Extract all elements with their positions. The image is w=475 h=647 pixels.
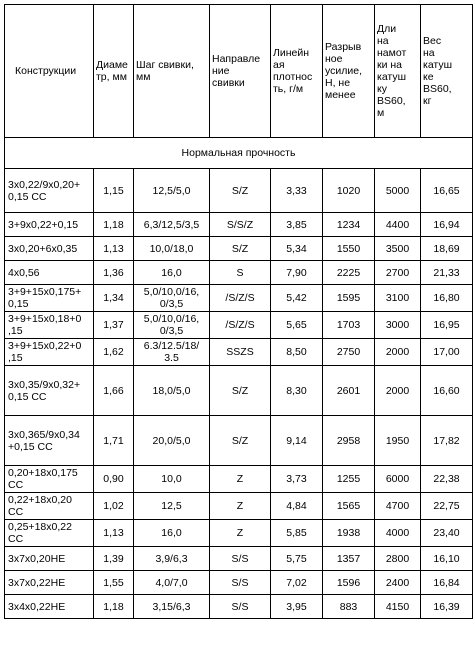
cell-winding-length: 4000 <box>375 520 421 547</box>
table-row <box>5 237 473 261</box>
cell-diameter: 1,55 <box>94 571 134 595</box>
cell-linear-density: 5,75 <box>271 547 323 571</box>
cell-diameter: 1,18 <box>94 595 134 619</box>
header-row <box>5 5 473 138</box>
cell-winding-length: 2000 <box>375 366 421 416</box>
cell-diameter: 1,62 <box>94 339 134 366</box>
cell-weight: 21,33 <box>421 261 473 285</box>
cell-diameter: 1,66 <box>94 366 134 416</box>
cell-diameter: 1,71 <box>94 416 134 466</box>
cell-lay-direction: S/Z <box>210 416 271 466</box>
cell-weight: 18,69 <box>421 237 473 261</box>
cell-construction: 3+9х0,22+0,15 <box>5 213 94 237</box>
cell-weight: 16,95 <box>421 312 473 339</box>
cell-lay-length: 18,0/5,0 <box>134 366 210 416</box>
cell-diameter: 1,36 <box>94 261 134 285</box>
cell-lay-length: 10,0 <box>134 466 210 493</box>
table-row <box>5 169 473 213</box>
cell-lay-direction: S/Z <box>210 169 271 213</box>
cell-construction: 3х0,20+6х0,35 <box>5 237 94 261</box>
cell-breaking-force: 2958 <box>323 416 375 466</box>
cell-breaking-force: 1020 <box>323 169 375 213</box>
cell-lay-length: 3,9/6,3 <box>134 547 210 571</box>
cell-winding-length: 6000 <box>375 466 421 493</box>
cell-diameter: 1,15 <box>94 169 134 213</box>
cell-breaking-force: 2225 <box>323 261 375 285</box>
cell-winding-length: 1950 <box>375 416 421 466</box>
cell-weight: 16,10 <box>421 547 473 571</box>
specification-table-container <box>4 4 473 619</box>
header-col-construction: Конструкции <box>5 5 94 138</box>
cell-construction: 0,25+18х0,22 СС <box>5 520 94 547</box>
cell-lay-direction: Z <box>210 493 271 520</box>
cell-lay-length: 12,5/5,0 <box>134 169 210 213</box>
table-row <box>5 520 473 547</box>
cell-lay-length: 16,0 <box>134 261 210 285</box>
cell-diameter: 1,02 <box>94 493 134 520</box>
cell-diameter: 1,13 <box>94 520 134 547</box>
cell-lay-length: 6.3/12.5/18/ 3.5 <box>134 339 210 366</box>
cell-linear-density: 5,85 <box>271 520 323 547</box>
cell-construction: 3х7х0,20НЕ <box>5 547 94 571</box>
cell-weight: 16,94 <box>421 213 473 237</box>
cell-winding-length: 3100 <box>375 285 421 312</box>
cell-breaking-force: 2750 <box>323 339 375 366</box>
cell-winding-length: 2400 <box>375 571 421 595</box>
table-row <box>5 493 473 520</box>
cell-construction: 3х0,35/9х0,32+ 0,15 СС <box>5 366 94 416</box>
cell-construction: 3х7х0,22НЕ <box>5 571 94 595</box>
cell-lay-direction: S/S <box>210 571 271 595</box>
cell-winding-length: 4400 <box>375 213 421 237</box>
table-row <box>5 339 473 366</box>
cell-weight: 22,75 <box>421 493 473 520</box>
cell-diameter: 1,37 <box>94 312 134 339</box>
cell-winding-length: 3000 <box>375 312 421 339</box>
cell-lay-direction: /S/Z/S <box>210 285 271 312</box>
cell-weight: 16,80 <box>421 285 473 312</box>
cell-breaking-force: 1596 <box>323 571 375 595</box>
cell-weight: 16,84 <box>421 571 473 595</box>
specification-table <box>4 4 473 619</box>
cell-breaking-force: 2601 <box>323 366 375 416</box>
table-row <box>5 312 473 339</box>
cell-lay-length: 5,0/10,0/16, 0/3,5 <box>134 312 210 339</box>
cell-lay-length: 5,0/10,0/16, 0/3,5 <box>134 285 210 312</box>
cell-construction: 0,20+18х0,175 СС <box>5 466 94 493</box>
cell-breaking-force: 1357 <box>323 547 375 571</box>
cell-linear-density: 7,02 <box>271 571 323 595</box>
cell-breaking-force: 1703 <box>323 312 375 339</box>
cell-weight: 17,82 <box>421 416 473 466</box>
cell-winding-length: 5000 <box>375 169 421 213</box>
cell-lay-direction: S/S/Z <box>210 213 271 237</box>
cell-construction: 3+9+15х0,175+ 0,15 <box>5 285 94 312</box>
cell-construction: 3+9+15х0,22+0 ,15 <box>5 339 94 366</box>
cell-winding-length: 2000 <box>375 339 421 366</box>
cell-lay-length: 6,3/12,5/3,5 <box>134 213 210 237</box>
cell-linear-density: 3,33 <box>271 169 323 213</box>
cell-diameter: 1,34 <box>94 285 134 312</box>
cell-weight: 22,38 <box>421 466 473 493</box>
table-row <box>5 466 473 493</box>
cell-weight: 16,39 <box>421 595 473 619</box>
table-row <box>5 416 473 466</box>
table-row <box>5 261 473 285</box>
cell-diameter: 1,39 <box>94 547 134 571</box>
cell-linear-density: 7,90 <box>271 261 323 285</box>
cell-breaking-force: 1234 <box>323 213 375 237</box>
cell-linear-density: 8,30 <box>271 366 323 416</box>
header-col-weight: Вес на катуш ке BS60, кг <box>421 5 473 138</box>
cell-weight: 16,60 <box>421 366 473 416</box>
cell-linear-density: 8,50 <box>271 339 323 366</box>
cell-lay-direction: /S/Z/S <box>210 312 271 339</box>
cell-lay-length: 12,5 <box>134 493 210 520</box>
cell-breaking-force: 883 <box>323 595 375 619</box>
cell-linear-density: 5,65 <box>271 312 323 339</box>
cell-lay-length: 16,0 <box>134 520 210 547</box>
cell-lay-direction: S <box>210 261 271 285</box>
table-row <box>5 213 473 237</box>
cell-lay-length: 4,0/7,0 <box>134 571 210 595</box>
cell-lay-direction: SSZS <box>210 339 271 366</box>
cell-lay-direction: S/S <box>210 547 271 571</box>
cell-winding-length: 4150 <box>375 595 421 619</box>
cell-winding-length: 2700 <box>375 261 421 285</box>
cell-weight: 23,40 <box>421 520 473 547</box>
cell-construction: 3+9+15х0,18+0 ,15 <box>5 312 94 339</box>
table-row <box>5 547 473 571</box>
cell-linear-density: 5,42 <box>271 285 323 312</box>
cell-lay-direction: Z <box>210 466 271 493</box>
cell-construction: 3х4х0,22НЕ <box>5 595 94 619</box>
cell-breaking-force: 1550 <box>323 237 375 261</box>
cell-lay-direction: Z <box>210 520 271 547</box>
cell-construction: 3х0,365/9х0,34 +0,15 СС <box>5 416 94 466</box>
cell-winding-length: 3500 <box>375 237 421 261</box>
cell-construction: 4х0,56 <box>5 261 94 285</box>
cell-lay-direction: S/Z <box>210 366 271 416</box>
table-row <box>5 366 473 416</box>
section-title: Нормальная прочность <box>5 138 473 169</box>
cell-linear-density: 3,85 <box>271 213 323 237</box>
cell-linear-density: 9,14 <box>271 416 323 466</box>
cell-linear-density: 5,34 <box>271 237 323 261</box>
cell-construction: 0,22+18х0,20 СС <box>5 493 94 520</box>
cell-winding-length: 2800 <box>375 547 421 571</box>
table-row <box>5 595 473 619</box>
cell-breaking-force: 1938 <box>323 520 375 547</box>
cell-linear-density: 4,84 <box>271 493 323 520</box>
cell-linear-density: 3,73 <box>271 466 323 493</box>
cell-lay-length: 3,15/6,3 <box>134 595 210 619</box>
cell-lay-length: 20,0/5,0 <box>134 416 210 466</box>
cell-weight: 17,00 <box>421 339 473 366</box>
cell-breaking-force: 1565 <box>323 493 375 520</box>
section-row <box>5 138 473 169</box>
cell-breaking-force: 1255 <box>323 466 375 493</box>
cell-winding-length: 4700 <box>375 493 421 520</box>
cell-weight: 16,65 <box>421 169 473 213</box>
cell-diameter: 1,18 <box>94 213 134 237</box>
header-col-lay-length: Шаг свивки, мм <box>134 5 210 138</box>
header-col-linear-density: Линейн ая плотнос ть, г/м <box>271 5 323 138</box>
header-col-lay-direction: Направле ние свивки <box>210 5 271 138</box>
header-col-winding-length: Дли на намот ки на катуш ку BS60, м <box>375 5 421 138</box>
header-col-breaking-force: Разрыв ное усилие, Н, не менее <box>323 5 375 138</box>
cell-lay-direction: S/Z <box>210 237 271 261</box>
cell-construction: 3х0,22/9х0,20+ 0,15 СС <box>5 169 94 213</box>
cell-diameter: 0,90 <box>94 466 134 493</box>
cell-diameter: 1,13 <box>94 237 134 261</box>
cell-linear-density: 3,95 <box>271 595 323 619</box>
table-body <box>5 138 473 619</box>
cell-lay-direction: S/S <box>210 595 271 619</box>
cell-breaking-force: 1595 <box>323 285 375 312</box>
header-col-diameter: Диаме тр, мм <box>94 5 134 138</box>
cell-lay-length: 10,0/18,0 <box>134 237 210 261</box>
table-row <box>5 571 473 595</box>
table-row <box>5 285 473 312</box>
